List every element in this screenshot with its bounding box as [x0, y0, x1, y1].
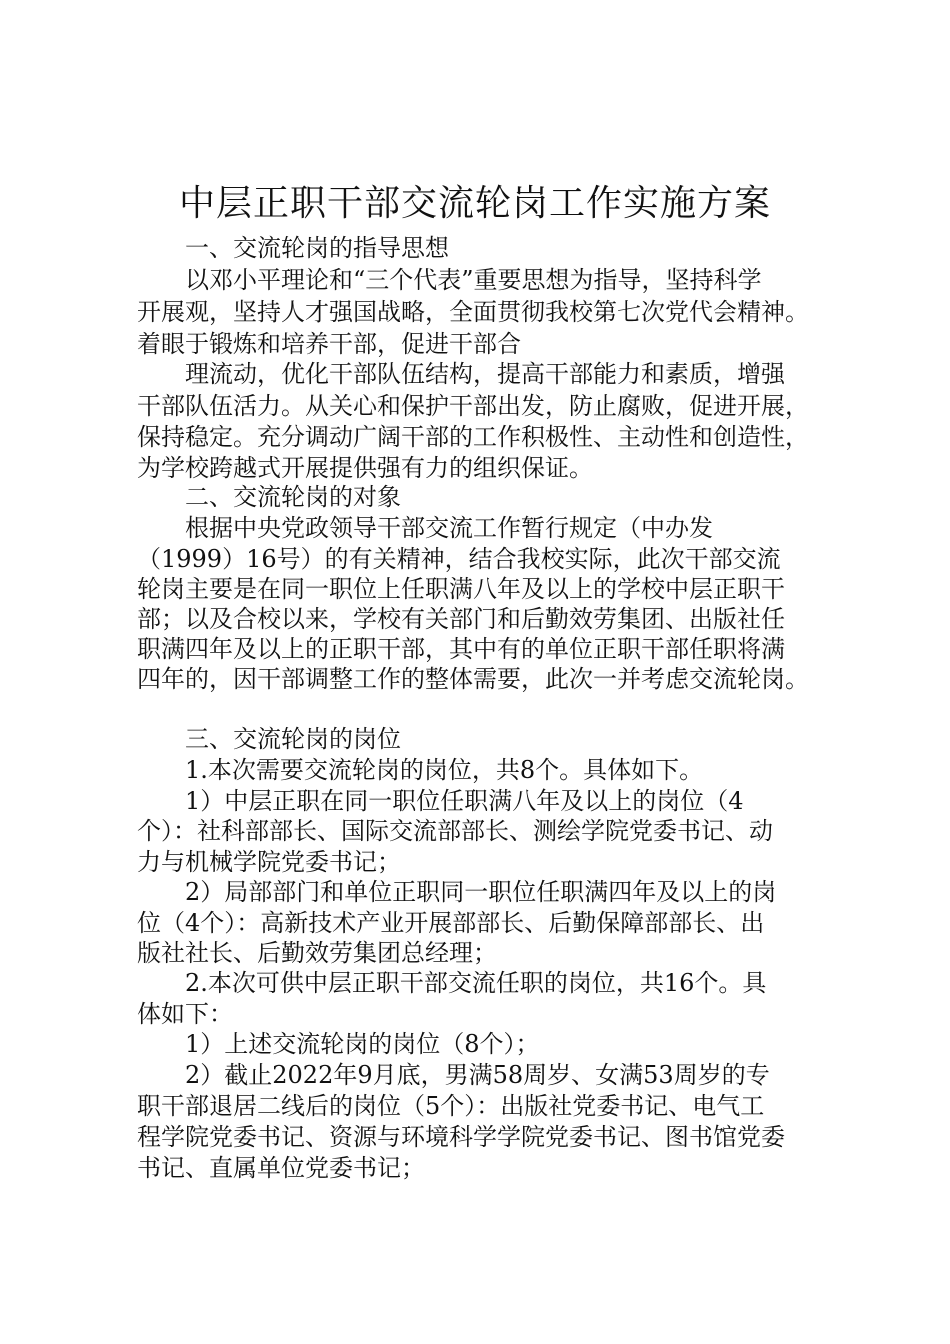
text-line: 为学校跨越式开展提供强有力的组织保证。 [137, 454, 593, 482]
text-line: 理流动，优化干部队伍结构，提高干部能力和素质，增强 [185, 360, 785, 388]
section-heading-1: 一、交流轮岗的指导思想 [185, 234, 449, 262]
text-line: 位（4个）：高新技术产业开展部部长、后勤保障部部长、出 [137, 909, 765, 937]
text-line: 职满四年及以上的正职干部，其中有的单位正职干部任职将满 [137, 635, 785, 663]
text-line: 1）中层正职在同一职位任职满八年及以上的岗位（4 [185, 787, 744, 815]
text-line: 1）上述交流轮岗的岗位（8个）； [185, 1030, 540, 1058]
text-line: 职干部退居二线后的岗位（5个）：出版社党委书记、电气工 [137, 1092, 765, 1120]
text-line: 保持稳定。充分调动广阔干部的工作积极性、主动性和创造性， [137, 423, 809, 451]
text-line: 以邓小平理论和“三个代表”重要思想为指导，坚持科学 [185, 266, 762, 294]
text-line: 力与机械学院党委书记； [137, 848, 401, 876]
text-line: 部；以及合校以来，学校有关部门和后勤效劳集团、出版社任 [137, 605, 785, 633]
text-line: 书记、直属单位党委书记； [137, 1154, 425, 1182]
text-line: 程学院党委书记、资源与环境科学学院党委书记、图书馆党委 [137, 1123, 785, 1151]
text-line: 版社社长、后勤效劳集团总经理； [137, 939, 497, 967]
section-heading-2: 二、交流轮岗的对象 [185, 483, 401, 511]
text-line: 四年的，因干部调整工作的整体需要，此次一并考虑交流轮岗。 [137, 665, 809, 693]
text-line: 2）截止2022年9月底，男满58周岁、女满53周岁的专 [185, 1061, 770, 1089]
text-line: 干部队伍活力。从关心和保护干部出发，防止腐败，促进开展， [137, 392, 809, 420]
document-title: 中层正职干部交流轮岗工作实施方案 [178, 183, 771, 224]
text-line: 着眼于锻炼和培养干部，促进干部合 [137, 330, 521, 358]
text-line: 根据中央党政领导干部交流工作暂行规定（中办发 [185, 514, 713, 542]
section-heading-3: 三、交流轮岗的岗位 [185, 725, 401, 753]
text-line: 个）：社科部部长、国际交流部部长、测绘学院党委书记、动 [137, 817, 773, 845]
text-line: 轮岗主要是在同一职位上任职满八年及以上的学校中层正职干 [137, 575, 785, 603]
text-line: （1999）16号）的有关精神，结合我校实际，此次干部交流 [137, 545, 781, 573]
text-line: 1.本次需要交流轮岗的岗位，共8个。具体如下。 [185, 756, 704, 784]
text-line: 体如下： [137, 1000, 233, 1028]
text-line: 2.本次可供中层正职干部交流任职的岗位，共16个。具 [185, 969, 767, 997]
text-line: 2）局部部门和单位正职同一职位任职满四年及以上的岗 [185, 878, 777, 906]
text-line: 开展观，坚持人才强国战略，全面贯彻我校第七次党代会精神。 [137, 298, 809, 326]
